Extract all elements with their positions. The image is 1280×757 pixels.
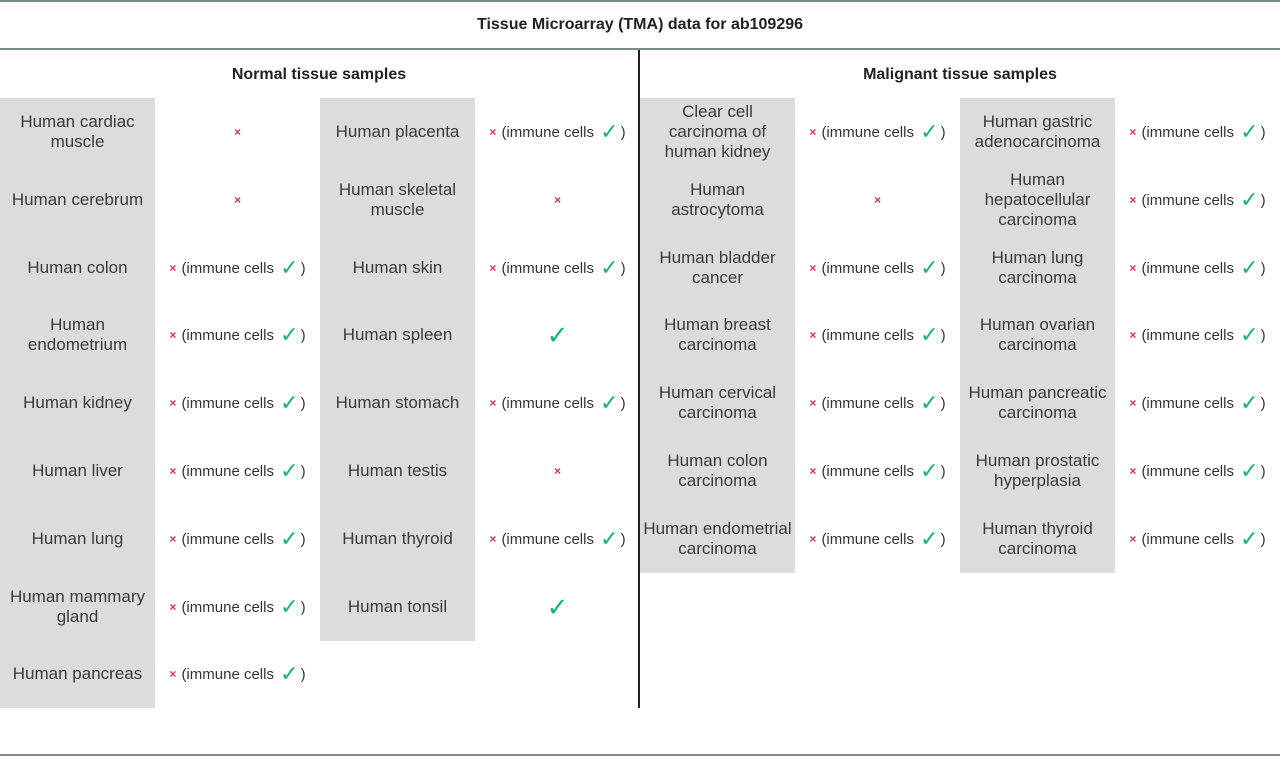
tissue-name: Human bladder cancer (640, 234, 795, 302)
negative-mark-icon: × (489, 125, 497, 139)
positive-check-icon: ✓ (600, 119, 619, 144)
tissue-result (1115, 301, 1280, 369)
immune-cells-label: (immune cells (181, 326, 274, 344)
tissue-result (1115, 166, 1280, 234)
negative-mark-icon: × (809, 464, 817, 478)
tissue-name: Human hepatocellular carcinoma (960, 166, 1115, 234)
tissue-name: Human testis (320, 437, 475, 505)
positive-check-icon: ✓ (1240, 322, 1259, 347)
close-paren: ) (300, 394, 306, 412)
tissue-result (475, 573, 640, 641)
negative-mark-icon: × (809, 261, 817, 275)
negative-mark-icon: × (1129, 464, 1137, 478)
immune-cells-label: (immune cells (181, 394, 274, 412)
immune-cells-label: (immune cells (821, 326, 914, 344)
tissue-name: Human prostatic hyperplasia (960, 437, 1115, 505)
tissue-name: Human tonsil (320, 573, 475, 641)
tissue-name: Human thyroid carcinoma (960, 505, 1115, 573)
tissue-result (475, 437, 640, 505)
tissue-name: Human lung (0, 505, 155, 573)
close-paren: ) (620, 123, 626, 141)
immune-cells-label: (immune cells (181, 259, 274, 277)
positive-check-icon: ✓ (546, 320, 569, 350)
positive-check-icon: ✓ (920, 322, 939, 347)
immune-cells-label: (immune cells (501, 259, 594, 277)
immune-cells-label: (immune cells (1141, 394, 1234, 412)
tissue-result (795, 437, 960, 505)
immune-cells-label: (immune cells (821, 123, 914, 141)
positive-check-icon: ✓ (546, 592, 569, 622)
positive-check-icon: ✓ (280, 458, 299, 483)
negative-mark-icon: × (1129, 396, 1137, 410)
tissue-name: Clear cell carcinoma of human kidney (640, 98, 795, 166)
positive-check-icon: ✓ (280, 594, 299, 619)
immune-cells-label: (immune cells (821, 530, 914, 548)
immune-cells-label: (immune cells (1141, 326, 1234, 344)
close-paren: ) (940, 530, 946, 548)
tissue-name: Human stomach (320, 369, 475, 437)
tissue-result (1115, 437, 1280, 505)
close-paren: ) (940, 123, 946, 141)
tissue-result (795, 234, 960, 302)
immune-cells-label: (immune cells (501, 123, 594, 141)
tissue-result (795, 98, 960, 166)
tissue-name: Human liver (0, 437, 155, 505)
negative-mark-icon: × (1129, 328, 1137, 342)
normal-heading: Normal tissue samples (231, 66, 407, 83)
tissue-result (795, 505, 960, 573)
tissue-result (155, 505, 320, 573)
tissue-result (155, 369, 320, 437)
negative-mark-icon: × (1129, 193, 1137, 207)
positive-check-icon: ✓ (920, 119, 939, 144)
tissue-name: Human placenta (320, 98, 475, 166)
tissue-result (155, 573, 320, 641)
close-paren: ) (300, 259, 306, 277)
page-title: Tissue Microarray (TMA) data for ab109296 (476, 16, 804, 33)
negative-mark-icon: × (1129, 261, 1137, 275)
immune-cells-label: (immune cells (1141, 123, 1234, 141)
immune-cells-label: (immune cells (821, 462, 914, 480)
negative-mark-icon: × (169, 464, 177, 478)
positive-check-icon: ✓ (1240, 187, 1259, 212)
tissue-result (475, 166, 640, 234)
tissue-name: Human gastric adenocarcinoma (960, 98, 1115, 166)
close-paren: ) (1260, 326, 1266, 344)
negative-mark-icon: × (169, 600, 177, 614)
negative-mark-icon: × (169, 532, 177, 546)
tissue-result (795, 301, 960, 369)
tissue-name: Human mammary gland (0, 573, 155, 641)
close-paren: ) (1260, 191, 1266, 209)
close-paren: ) (300, 598, 306, 616)
tissue-result (1115, 234, 1280, 302)
tissue-result (155, 98, 320, 166)
positive-check-icon: ✓ (920, 255, 939, 280)
close-paren: ) (1260, 530, 1266, 548)
tissue-result (795, 369, 960, 437)
close-paren: ) (300, 462, 306, 480)
positive-check-icon: ✓ (1240, 458, 1259, 483)
negative-mark-icon: × (489, 261, 497, 275)
close-paren: ) (300, 665, 306, 683)
negative-mark-icon: × (233, 193, 241, 207)
negative-mark-icon: × (809, 396, 817, 410)
positive-check-icon: ✓ (1240, 390, 1259, 415)
tissue-name: Human colon (0, 234, 155, 302)
negative-mark-icon: × (169, 396, 177, 410)
tissue-result (155, 640, 320, 708)
close-paren: ) (940, 326, 946, 344)
tissue-name: Human kidney (0, 369, 155, 437)
positive-check-icon: ✓ (280, 255, 299, 280)
tissue-name: Human thyroid (320, 505, 475, 573)
close-paren: ) (1260, 123, 1266, 141)
tissue-result (1115, 505, 1280, 573)
tissue-result (155, 437, 320, 505)
positive-check-icon: ✓ (280, 526, 299, 551)
tissue-name: Human cervical carcinoma (640, 369, 795, 437)
immune-cells-label: (immune cells (501, 530, 594, 548)
positive-check-icon: ✓ (1240, 255, 1259, 280)
tissue-result (475, 301, 640, 369)
tissue-name: Human breast carcinoma (640, 301, 795, 369)
close-paren: ) (620, 259, 626, 277)
negative-mark-icon: × (489, 532, 497, 546)
tissue-name: Human spleen (320, 301, 475, 369)
negative-mark-icon: × (809, 125, 817, 139)
tissue-name: Human astrocytoma (640, 166, 795, 234)
tissue-name: Human endometrial carcinoma (640, 505, 795, 573)
close-paren: ) (620, 530, 626, 548)
negative-mark-icon: × (553, 464, 561, 478)
tissue-name: Human cardiac muscle (0, 98, 155, 166)
tissue-name: Human skin (320, 234, 475, 302)
tissue-name: Human endometrium (0, 301, 155, 369)
close-paren: ) (1260, 259, 1266, 277)
negative-mark-icon: × (169, 328, 177, 342)
tissue-name: Human lung carcinoma (960, 234, 1115, 302)
tissue-result (475, 369, 640, 437)
positive-check-icon: ✓ (1240, 119, 1259, 144)
positive-check-icon: ✓ (600, 526, 619, 551)
negative-mark-icon: × (809, 532, 817, 546)
immune-cells-label: (immune cells (1141, 462, 1234, 480)
close-paren: ) (300, 530, 306, 548)
immune-cells-label: (immune cells (181, 530, 274, 548)
malignant-heading: Malignant tissue samples (863, 66, 1057, 83)
close-paren: ) (940, 462, 946, 480)
immune-cells-label: (immune cells (181, 598, 274, 616)
positive-check-icon: ✓ (600, 255, 619, 280)
positive-check-icon: ✓ (920, 526, 939, 551)
tissue-name: Human colon carcinoma (640, 437, 795, 505)
negative-mark-icon: × (553, 193, 561, 207)
tissue-result (475, 98, 640, 166)
close-paren: ) (620, 394, 626, 412)
positive-check-icon: ✓ (280, 322, 299, 347)
tissue-result (1115, 98, 1280, 166)
title-rule (0, 48, 1280, 50)
tissue-result (1115, 369, 1280, 437)
immune-cells-label: (immune cells (501, 394, 594, 412)
immune-cells-label: (immune cells (1141, 530, 1234, 548)
immune-cells-label: (immune cells (821, 394, 914, 412)
close-paren: ) (1260, 394, 1266, 412)
negative-mark-icon: × (169, 261, 177, 275)
positive-check-icon: ✓ (280, 390, 299, 415)
negative-mark-icon: × (873, 193, 881, 207)
negative-mark-icon: × (169, 667, 177, 681)
positive-check-icon: ✓ (920, 390, 939, 415)
immune-cells-label: (immune cells (1141, 259, 1234, 277)
negative-mark-icon: × (233, 125, 241, 139)
tissue-name: Human pancreatic carcinoma (960, 369, 1115, 437)
close-paren: ) (1260, 462, 1266, 480)
close-paren: ) (940, 394, 946, 412)
bottom-rule (0, 754, 1280, 756)
tissue-name: Human skeletal muscle (320, 166, 475, 234)
tissue-result (155, 166, 320, 234)
positive-check-icon: ✓ (600, 390, 619, 415)
tissue-result (155, 234, 320, 302)
immune-cells-label: (immune cells (181, 462, 274, 480)
positive-check-icon: ✓ (280, 661, 299, 686)
immune-cells-label: (immune cells (181, 665, 274, 683)
immune-cells-label: (immune cells (1141, 191, 1234, 209)
close-paren: ) (940, 259, 946, 277)
negative-mark-icon: × (809, 328, 817, 342)
negative-mark-icon: × (1129, 125, 1137, 139)
tissue-result (475, 234, 640, 302)
tissue-result (475, 505, 640, 573)
tissue-name: Human pancreas (0, 640, 155, 708)
tissue-name: Human ovarian carcinoma (960, 301, 1115, 369)
positive-check-icon: ✓ (1240, 526, 1259, 551)
negative-mark-icon: × (489, 396, 497, 410)
immune-cells-label: (immune cells (821, 259, 914, 277)
negative-mark-icon: × (1129, 532, 1137, 546)
tissue-result (795, 166, 960, 234)
tissue-result (155, 301, 320, 369)
close-paren: ) (300, 326, 306, 344)
tissue-name: Human cerebrum (0, 166, 155, 234)
positive-check-icon: ✓ (920, 458, 939, 483)
